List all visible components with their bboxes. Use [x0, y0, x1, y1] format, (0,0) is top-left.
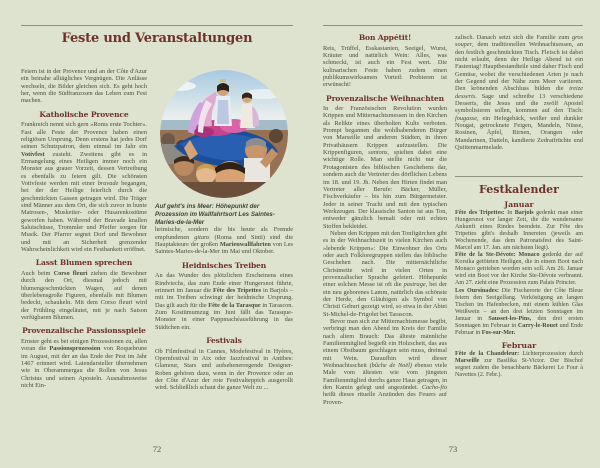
section-heading-heidnisches-treiben: Heidnisches Treiben [181, 260, 267, 270]
top-rule-left [21, 25, 293, 26]
section-heading-bon-appetit: Bon Appétit! [358, 33, 412, 42]
section-heading-katholische-provence: Katholische Provence [39, 109, 129, 119]
paragraph: zalisch. Danach setzt sich die Familie zum gros souper, dem traditionellen Weihnachtsessen, an den festlich geschmückten Tisch. Fleisch ist dabei nicht erlaubt, denn der Heilige Abend ist ein Fastentag! Hauptbestandteile sind daher Fisch und Gemüse, wobei die verschiedenen Arten je nach der Gegend und der Nähe zum Meer variieren. Den krönenden Abschluss bilden die treize desserts. Sage und schreibe 13 verschiedene Desserts, die Jesus und die zwölf Apostel symbolisieren sollen, kommen auf den Tisch: fougasse, ein Hefegebäck, weißer und dunkler Nougat, getrocknete Feigen, Mandeln, Nüsse, Rosinen, Äpfel, Birnen, Orangen oder Mandarinen, Datteln, kandierte Zedratfrüchte und Quittenmarmelade. [455, 34, 583, 152]
page-number-right: 73 [448, 444, 458, 454]
festkalender-box [455, 176, 583, 380]
top-rule-right [323, 25, 583, 26]
procession-photo-illustration [160, 70, 288, 198]
section-heading-passionsspiele: Provenzalische Passionsspiele [22, 326, 146, 336]
page-number-left: 72 [152, 444, 162, 454]
paragraph: Auch beim Corso fleuri ziehen die Bewohner durch den Ort, diesmal jedoch mit blumengeschmückten Wagen, auf denen überlebensgroße Figuren, ebenfalls mit Blumen bedeckt, schaukeln. Mit dem Corso fleuri wird der Frühling eingeläutet, mit je nach Saison verfügbaren Blumen. [21, 269, 147, 321]
left-page-columns [21, 68, 293, 392]
intro-paragraph: Feiern ist in der Provence und an der Côte d'Azur ein beinahe alltägliches Vergnügen. Die Anlässe wechseln, die Bilder gleichen sich. Es geht hoch her, wenn die Südfranzosen das Leben zum Fest machen. [21, 68, 147, 105]
left-column-2 [155, 68, 293, 392]
festkalender-entry: Les Oursinades: Die Fischerorte der Côte Bleue feiern den Seeigelfang. Verköstigung an langen Tischen im Hafenbecken, mit einem kühlen Glas Weißwein – an den drei letzten Sonntagen im Januar in Sausset-les-Pins, den drei ersten Sonntagen im Februar in Carry-le-Rouet und Ende Februar in Fos-sur-Mer. [455, 287, 583, 337]
paragraph: heimische, sondern die bis heute als Fremde empfundenen gitans (Roma und Sinti) sind die Hauptakteure der großen Marienwallfahrten von Les Saintes-Maries-de-la-Mer im Mai und Oktober. [155, 226, 294, 256]
page-left [21, 0, 293, 468]
festkalender-entry: Fête des Tripettes: In Barjols gedenkt man einer Hungersnot vor langer Zeit, die die wundersame Ankunft eines Rindes beendete. Zur Fête des Tripettes gibt's deshalb Innereien (jeweils am Wochenende, das dem Patronatsfest des Saint-Marcel am 17. Jan. am nächsten liegt). [455, 209, 584, 251]
festkalender-entry: Fête de la Ste-Dévote: Monaco gedenkt der auf Korsika getöteten Heiligen, die in einem Boot nach Monaco getrieben worden sein soll. Am 26. Januar wird ein Boot vor der Kirche Ste-Dévote verbrannt. Am 27. zieht eine Prozession zum Palais Princier. [455, 252, 583, 287]
paragraph: Reis, Trüffel, Esskastanien, Seeigel, Wurst, Kräuter und natürlich Wein: Alles, was schmeckt, ist auch ein Fest wert. Die kulinarischen Feste haben zudem einen publikumswirksamen Vorteil: Probieren ist erwünscht! [323, 44, 447, 89]
right-column-2 [455, 34, 583, 406]
page-right [323, 0, 583, 468]
section-heading-lasst-blumen-sprechen: Lasst Blumen sprechen [35, 258, 133, 268]
festkalender-entry: Fête de la Chandeleur: Lichterprozession durch Marseille zur Basilika St-Victor. Der Bischof segnet zudem die benachbarte Bäckerei Le Four à Navettes (2. Febr.). [455, 351, 584, 379]
paragraph: In der Französischen Revolution wurden Krippen und Mitternachtsmessen in den Kirchen als Relikte eines überholten Kults verboten. Prompt begannen die wohlhabenderen Bürger von Marseille und anderen Städten, in ihren Privathäusern Krippen aufzustellen. Die Krippenfiguren, santons, spielten dabei eine wichtige Rolle. Man stellte nicht nur die Protagonisten des biblischen Geschehens dar, sondern auch die Vertreter des dörflichen Lebens im 18. und 19. Jh. Neben den Hirten findet man Vertreter aller Berufe: Bäcker, Müller, Fischverkäufer – bis hin zum Bürgermeister. Jeder in seiner Tracht und mit den typischen Werkzeugen. Der klassische Santon ist aus Ton, entweder gänzlich bemalt oder mit echten Stoffen bekleidet. [323, 105, 448, 230]
paragraph: Bevor man sich zur Mitternachtsmesse begibt, verbringt man den Abend im Kreis der Familie nach altem Brauch: Das älteste männliche Familienmitglied begießt ein Holzscheit, das aus einem Obstbaum geschlagen sein muss, dreimal mit Wein. Daraufhin wird dieser Weihnachtsscheit (bûche de Noël) ebenso viele Male vom ältesten wie vom jüngsten Familienmitglied durchs ganze Haus getragen, in den Kamin gelegt und angezündet. Cacho-fio heißt dieses rituelle Anzünden des Feuers auf Proven- [323, 318, 448, 406]
section-heading-festivals: Festivals [206, 336, 242, 346]
paragraph: Ernster geht es bei einigen Prozessionen zu, allen voran die Passionsprozession von Roquebrune im August, mit der an das Ende der Pest im Jahr 1467 erinnert wird. Laiendarsteller übernehmen wie in Oberammergau die Rollen von Jesus Christus und seinen Aposteln. Ausnahmsweise nicht Ein- [21, 337, 147, 389]
section-heading-weihnachten: Provenzalische Weihnachten [326, 93, 444, 103]
photo-caption: Auf geht's ins Meer: Höhepunkt der Prozession im Wallfahrtsort Les Saintes-Maries-de-la-Mer [155, 203, 275, 226]
paragraph: Neben den Krippen mit den Tonfigürchen gibt es in der Weihnachtszeit in vielen Kirchen auch »lebende Krippen«: Die Einwohner des Orts oder auch Folkloregruppen stellen das biblische Geschehen nach. Die mitternächtliche Christmette wird in vielen Orten in provenzalischer Sprache gefeiert. Höhepunkt einer solchen Messe ist oft die pastrage, bei der ein neu geborenes Lamm, natürlich das schönste der Herde, den Gläubigen als Symbol von Christi Geburt gezeigt wird, so etwa in der Abtei St-Michel-de-Frigolet bei Tarascon. [323, 229, 447, 318]
right-column-1 [323, 34, 447, 406]
paragraph: An das Wunder des plötzlichen Erscheinens eines Rindviechs, das zum Ende einer Hungersnot führte, erinnert im Januar die Fête des Tripettes in Barjols – mit im Treiben schwingt der heidnische Ursprung. Das gilt auch für die Fête de la Tarasque in Tarascon. Zum Kostümumzug im Juni fällt das Tarasque-Monster in einer Pappmachéausführung in das Städtchen ein. [155, 272, 294, 331]
festkalender-month-februar: Februar [501, 341, 537, 351]
festkalender-title: Festkalender [479, 182, 559, 196]
festkalender-month-januar: Januar [504, 199, 534, 209]
paragraph: Ob Filmfestival in Cannes, Modefestival in Hyères, Opernfestival in Aix oder Jazzfestival in Antibes: Glamour, Stars und aufsehenerregende Designer-Roben gehören dazu, wenn in der Provence oder an der Côte d'Azur der rote Festivalteppich ausgerollt wird. Schließlich schaut die ganze Welt zu ... [155, 347, 293, 392]
right-page-columns [323, 34, 583, 406]
procession-photo [160, 70, 288, 198]
page-title: Feste und Veranstaltungen [61, 31, 253, 46]
paragraph: Frankreich nennt sich gern »Roms erste Tochter«. Fast alle Feste der Provence haben einen religiösen Ursprung. Denn erstens hat jedes Dorf seinen Schutzpatron, dem einmal im Jahr ein Votivfest zusteht. Zweitens gibt es in Ermangelung eines Heiligen immer noch ein Monster aus grauer Vorzeit, dessen Vertreibung es ebenfalls zu feiern gilt. Die schönsten Votivfeste werden mit einer bravade begangen, bei der der Heilige feierlich durch die geschmückten Gassen getragen wird. Die Träger sind Männer aus dem Ort, die sich zuvor in bunte Matrosen-, Musketier- oder Husarenkostüme geworfen haben. Während der Bravade knallen Salutschüsse, Trommler und Pfeifer sorgen für Musik. Der Pfarrer segnet Dorf und Bewohner und mit an Sicherheit grenzender Wahrscheinlichkeit wird ein Festbankett eröffnet. [21, 121, 147, 254]
left-column-1 [21, 68, 147, 392]
